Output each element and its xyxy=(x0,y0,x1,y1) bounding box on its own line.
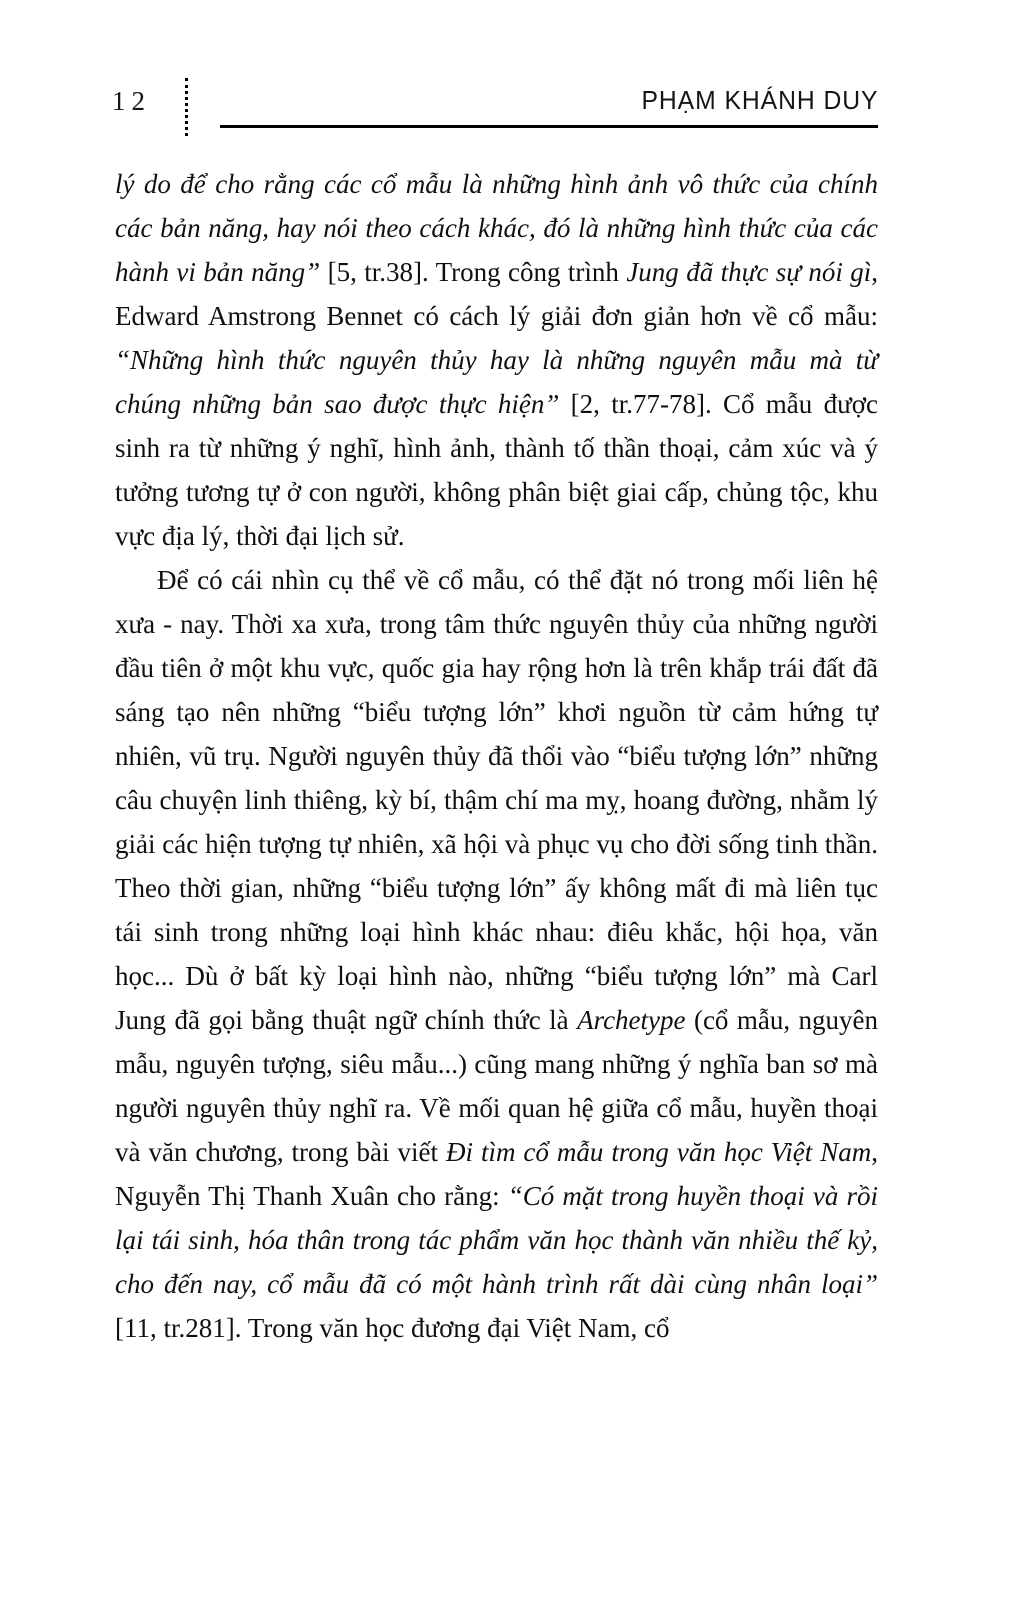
page-number: 12 xyxy=(112,86,151,116)
text-run-italic: lý do để cho rằng các cổ mẫu là những hình ảnh vô thức của chính các bản năng, hay nói theo cách khác, đó là những hình thức của các hành vi bản năng” xyxy=(115,169,878,287)
text-run: Để có cái nhìn cụ thể về cổ mẫu, có thể đặt nó trong mối liên hệ xưa - nay. Thời xa xưa, trong tâm thức nguyên thủy của những người đầu tiên ở một khu vực, quốc gia hay rộng hơn là trên khắp trái đất đã sáng tạo nên những “biểu tượng lớn” khơi nguồn từ cảm hứng tự nhiên, vũ trụ. Người nguyên thủy đã thổi vào “biểu tượng lớn” những câu chuyện linh thiêng, kỳ bí, thậm chí ma mỵ, hoang đường, nhằm lý giải các hiện tượng tự nhiên, xã hội và phục vụ cho đời sống tinh thần. Theo thời gian, những “biểu tượng lớn” ấy không mất đi mà liên tục tái sinh trong những loại hình khác nhau: điêu khắc, hội họa, văn học... Dù ở bất kỳ loại hình nào, những “biểu tượng lớn” mà Carl Jung đã gọi bằng thuật ngữ chính thức là xyxy=(115,565,878,1035)
text-run: [5, tr.38]. Trong công trình xyxy=(320,257,627,287)
text-run: [2, tr.77-78]. Cổ mẫu được sinh ra từ những ý nghĩ, hình ảnh, thành tố thần thoại, cảm xúc và ý tưởng tương tự ở con người, không phân biệt giai cấp, chủng tộc, khu vực địa lý, thời đại lịch sử. xyxy=(115,389,878,551)
text-run-italic: “Những hình thức nguyên thủy hay là những nguyên mẫu mà từ chúng những bản sao được thực hiện” xyxy=(115,345,878,419)
paragraph xyxy=(115,162,878,558)
running-title: PHẠM KHÁNH DUY xyxy=(640,85,878,115)
text-run-italic: Đi tìm cổ mẫu trong văn học Việt Nam xyxy=(445,1137,872,1167)
paragraph xyxy=(115,558,878,1350)
text-run: , Nguyễn Thị Thanh Xuân cho rằng: xyxy=(115,1137,878,1211)
page-body xyxy=(115,162,878,1350)
header-rule xyxy=(220,125,878,128)
text-run-italic: Jung đã thực sự nói gì xyxy=(626,257,872,287)
text-run: [11, tr.281]. Trong văn học đương đại Việt Nam, cổ xyxy=(115,1313,670,1343)
header-vertical-divider xyxy=(185,78,188,136)
text-run: , Edward Amstrong Bennet có cách lý giải đơn giản hơn về cổ mẫu: xyxy=(115,257,878,331)
text-run: (cổ mẫu, nguyên mẫu, nguyên tượng, siêu mẫu...) cũng mang những ý nghĩa ban sơ mà người nguyên thủy nghĩ ra. Về mối quan hệ giữa cổ mẫu, huyền thoại và văn chương, trong bài viết xyxy=(115,1005,879,1167)
text-run-italic: Archetype xyxy=(577,1005,686,1035)
text-run-italic: “Có mặt trong huyền thoại và rồi lại tái sinh, hóa thân trong tác phẩm văn học thành văn nhiều thế kỷ, cho đến nay, cổ mẫu đã có một hành trình rất dài cùng nhân loại” xyxy=(115,1181,879,1299)
